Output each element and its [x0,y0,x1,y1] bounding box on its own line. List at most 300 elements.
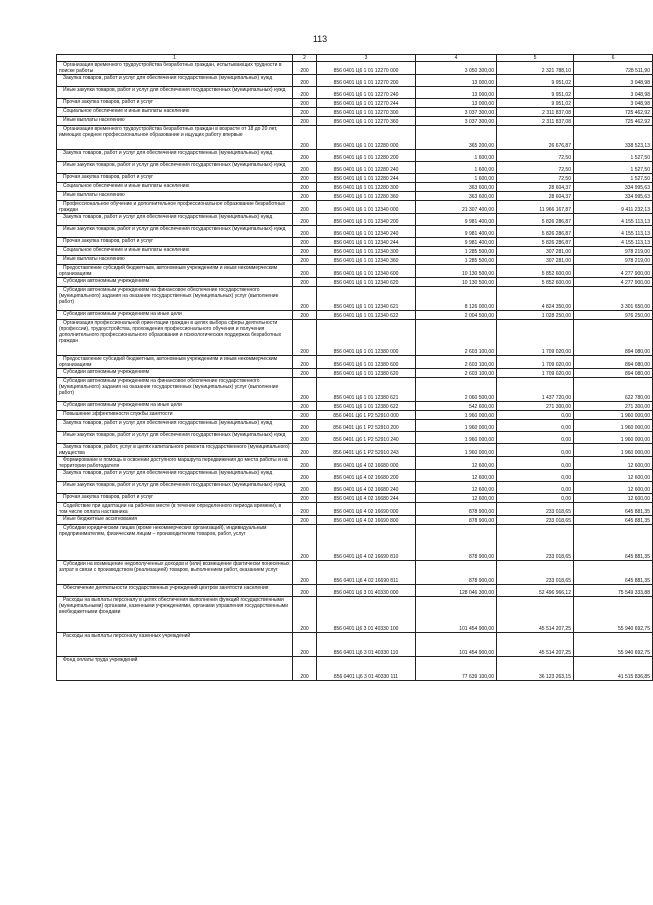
row-approved-cell: 2 603 100,00 [416,320,497,356]
table-row [57,482,653,494]
row-code-cell: 200 [293,378,317,402]
row-executed-cell: 1 709 020,00 [497,320,574,356]
row-executed-cell: 72,50 [497,174,574,183]
table-row [57,278,653,287]
row-name-cell: Иные закупки товаров, работ и услуг для обеспечения государственных (муниципальных) нужд [57,482,293,494]
table-row [57,287,653,311]
row-approved-cell: 2 603 100,00 [416,369,497,378]
row-unexecuted-cell: 12 600,00 [574,494,653,503]
row-unexecuted-cell: 338 523,13 [574,126,653,150]
row-name-cell: Организация временного трудоустройства безработных граждан, испытывающих трудности в поиске работы [57,62,293,75]
row-approved-cell: 363 600,00 [416,183,497,192]
row-executed-cell: 52 496 966,12 [497,585,574,597]
row-code-cell: 200 [293,402,317,411]
table-row [57,402,653,411]
row-name-cell: Субсидии автономным учреждениям на иные цели [57,311,293,320]
row-executed-cell: 233 018,65 [497,525,574,561]
row-unexecuted-cell: 978 219,00 [574,256,653,265]
row-code-cell: 200 [293,503,317,516]
row-executed-cell: 0,00 [497,444,574,457]
row-name-cell: Закупка товаров, работ и услуг для обеспечения государственных (муниципальных) нужд [57,420,293,432]
row-unexecuted-cell: 1 960 000,00 [574,432,653,444]
row-approved-cell: 12 600,00 [416,482,497,494]
row-unexecuted-cell: 12 600,00 [574,482,653,494]
row-approved-cell: 1 285 500,00 [416,256,497,265]
row-unexecuted-cell: 55 940 692,75 [574,597,653,633]
row-name-cell: Содействие при адаптации на рабочем месте (в течение определенного периода времени), в том числе оплата наставника [57,503,293,516]
row-name-cell: Организация временного трудоустройства безработных граждан в возрасте от 18 до 20 лет, имеющих среднее профессиональное образование и ищущих работу впервые [57,126,293,150]
row-classification-cell: 856 0401 Ц6 4 02 16690 811 [317,561,416,585]
budget-execution-table [56,54,653,681]
row-executed-cell: 5 826 286,87 [497,214,574,226]
table-row [57,87,653,99]
row-approved-cell: 1 960 000,00 [416,420,497,432]
row-name-cell: Субсидии автономным учреждениям на иные цели [57,402,293,411]
row-classification-cell: 856 0401 Ц6 4 02 16680 000 [317,457,416,470]
row-executed-cell: 36 123 263,15 [497,657,574,681]
row-executed-cell: 0,00 [497,470,574,482]
row-unexecuted-cell: 1 960 000,00 [574,420,653,432]
row-approved-cell: 21 307 400,00 [416,201,497,214]
row-name-cell: Расходы на выплаты персоналу казенных учреждений [57,633,293,657]
row-code-cell: 200 [293,525,317,561]
row-code-cell: 200 [293,108,317,117]
row-classification-cell: 856 0401 Ц6 1 Р2 52910 000 [317,411,416,420]
row-executed-cell: 26 676,87 [497,126,574,150]
row-code-cell: 200 [293,75,317,87]
row-approved-cell: 9 981 400,00 [416,238,497,247]
row-code-cell: 200 [293,162,317,174]
page-number: 113 [312,34,328,44]
row-classification-cell: 856 0401 Ц6 1 01 12270 200 [317,75,416,87]
table-row [57,265,653,278]
row-executed-cell: 9 951,02 [497,99,574,108]
row-classification-cell: 856 0401 Ц6 4 02 16680 240 [317,482,416,494]
row-approved-cell: 3 050 300,00 [416,62,497,75]
table-row [57,516,653,525]
row-unexecuted-cell: 894 080,00 [574,356,653,369]
row-executed-cell: 0,00 [497,411,574,420]
table-row [57,99,653,108]
row-executed-cell: 2 321 788,10 [497,62,574,75]
table-row [57,201,653,214]
row-executed-cell: 271 300,00 [497,402,574,411]
table-row [57,470,653,482]
table-row [57,320,653,356]
row-name-cell: Иные закупки товаров, работ и услуг для обеспечения государственных (муниципальных) нужд [57,432,293,444]
row-executed-cell: 45 514 207,25 [497,633,574,657]
row-unexecuted-cell: 725 462,92 [574,117,653,126]
table-row [57,117,653,126]
row-approved-cell: 878 900,00 [416,561,497,585]
row-classification-cell: 856 0401 Ц6 1 01 12340 240 [317,226,416,238]
row-name-cell: Прочая закупка товаров, работ и услуг [57,494,293,503]
header-cell-6: 6 [574,55,653,62]
table-row [57,247,653,256]
row-code-cell: 200 [293,256,317,265]
row-approved-cell: 2 060 500,00 [416,378,497,402]
row-code-cell: 200 [293,226,317,238]
row-classification-cell: 856 0401 Ц6 1 01 12270 000 [317,62,416,75]
row-approved-cell: 1 960 000,00 [416,411,497,420]
row-approved-cell: 9 981 400,00 [416,214,497,226]
row-approved-cell: 12 600,00 [416,457,497,470]
row-classification-cell: 856 0401 Ц6 1 01 12340 600 [317,265,416,278]
row-name-cell: Обеспечение деятельности государственных учреждений центров занятости населения [57,585,293,597]
row-executed-cell: 28 604,37 [497,192,574,201]
row-code-cell: 200 [293,247,317,256]
row-approved-cell: 1 600,00 [416,174,497,183]
row-name-cell: Социальное обеспечение и иные выплаты населению [57,183,293,192]
row-classification-cell: 856 0401 Ц6 3 01 40330 111 [317,657,416,681]
row-unexecuted-cell: 75 549 333,88 [574,585,653,597]
row-code-cell: 200 [293,126,317,150]
row-unexecuted-cell: 4 277 900,00 [574,278,653,287]
table-row [57,378,653,402]
row-classification-cell: 856 0401 Ц6 1 01 12280 240 [317,162,416,174]
row-code-cell: 200 [293,150,317,162]
table-row [57,256,653,265]
row-unexecuted-cell: 4 155 113,13 [574,238,653,247]
row-classification-cell: 856 0401 Ц6 1 01 12340 244 [317,238,416,247]
row-code-cell: 200 [293,420,317,432]
row-executed-cell: 307 281,00 [497,256,574,265]
table-row [57,226,653,238]
row-unexecuted-cell: 645 881,35 [574,503,653,516]
table-row [57,525,653,561]
table-row [57,311,653,320]
row-classification-cell: 856 0401 Ц6 1 01 12280 360 [317,192,416,201]
row-classification-cell: 856 0401 Ц6 1 01 12380 000 [317,320,416,356]
row-code-cell: 200 [293,356,317,369]
row-name-cell: Организация профессиональной ориентации граждан в целях выбора сферы деятельности (профессии), трудоустройства, прохождения профессионального обучения и получения дополнительного профессионального образования и психологическая поддержка безработных граждан [57,320,293,356]
row-unexecuted-cell: 978 219,00 [574,247,653,256]
row-executed-cell: 1 709 020,00 [497,369,574,378]
header-cell-5: 5 [497,55,574,62]
row-executed-cell: 0,00 [497,457,574,470]
row-executed-cell: 307 281,00 [497,247,574,256]
row-name-cell: Субсидии автономным учреждениям на финансовое обеспечение государственного (муниципального) задания на оказание государственных (муниципальных) услуг (выполнение работ) [57,378,293,402]
row-code-cell: 200 [293,320,317,356]
row-approved-cell: 1 285 500,00 [416,247,497,256]
row-code-cell: 200 [293,214,317,226]
row-code-cell: 200 [293,470,317,482]
row-classification-cell: 856 0401 Ц6 1 01 12280 200 [317,150,416,162]
row-code-cell: 200 [293,457,317,470]
table-row [57,657,653,681]
row-classification-cell: 856 0401 Ц6 1 01 12340 621 [317,287,416,311]
row-executed-cell: 0,00 [497,494,574,503]
row-executed-cell: 5 852 600,00 [497,278,574,287]
table-row [57,561,653,585]
row-unexecuted-cell: 9 411 232,13 [574,201,653,214]
row-executed-cell: 233 018,65 [497,561,574,585]
row-code-cell: 200 [293,265,317,278]
row-name-cell: Субсидии автономным учреждениям на финансовое обеспечение государственного (муниципального) задания на оказание государственных (муниципальных) услуг (выполнение работ) [57,287,293,311]
row-approved-cell: 10 130 500,00 [416,278,497,287]
row-classification-cell: 856 0401 Ц6 1 01 12270 300 [317,108,416,117]
row-classification-cell: 856 0401 Ц6 1 01 12380 622 [317,402,416,411]
table-row [57,457,653,470]
row-code-cell: 200 [293,311,317,320]
row-code-cell: 200 [293,183,317,192]
row-name-cell: Закупка товаров, работ и услуг для обеспечения государственных (муниципальных) нужд [57,75,293,87]
row-code-cell: 200 [293,238,317,247]
row-unexecuted-cell: 645 881,35 [574,516,653,525]
row-name-cell: Расходы на выплаты персоналу в целях обеспечения выполнения функций государственными (муниципальными) органами, казенными учреждениями, органами управления государственными внебюджетными фондами [57,597,293,633]
row-classification-cell: 856 0401 Ц6 4 02 16690 810 [317,525,416,561]
row-classification-cell: 856 0401 Ц6 1 Р2 52910 243 [317,444,416,457]
table-header-row [57,55,653,62]
row-name-cell: Предоставление субсидий бюджетным, автономным учреждениям и иным некоммерческим организациям [57,356,293,369]
row-name-cell: Иные закупки товаров, работ и услуг для обеспечения государственных (муниципальных) нужд [57,87,293,99]
row-code-cell: 200 [293,494,317,503]
row-approved-cell: 1 600,00 [416,150,497,162]
table-row [57,356,653,369]
row-unexecuted-cell: 725 462,92 [574,108,653,117]
row-code-cell: 200 [293,597,317,633]
header-cell-1: 1 [57,55,293,62]
row-name-cell: Социальное обеспечение и иные выплаты населению [57,108,293,117]
row-executed-cell: 72,50 [497,162,574,174]
row-code-cell: 200 [293,482,317,494]
row-code-cell: 200 [293,516,317,525]
header-cell-3: 3 [317,55,416,62]
row-name-cell: Субсидии юридическим лицам (кроме некоммерческих организаций), индивидуальным предпринимателям, физическим лицам – производителям товаров, работ, услуг [57,525,293,561]
row-unexecuted-cell: 1 527,50 [574,162,653,174]
row-approved-cell: 128 046 300,00 [416,585,497,597]
table-row [57,75,653,87]
row-executed-cell: 28 604,37 [497,183,574,192]
row-classification-cell: 856 0401 Ц6 1 01 12340 300 [317,247,416,256]
row-code-cell: 200 [293,633,317,657]
row-executed-cell: 72,50 [497,150,574,162]
row-name-cell: Повышение эффективности службы занятости [57,411,293,420]
row-approved-cell: 101 454 900,00 [416,633,497,657]
row-name-cell: Закупка товаров, работ и услуг для обеспечения государственных (муниципальных) нужд [57,150,293,162]
row-approved-cell: 10 130 500,00 [416,265,497,278]
table-row [57,432,653,444]
table-row [57,162,653,174]
row-executed-cell: 9 951,02 [497,75,574,87]
row-name-cell: Закупка товаров, работ, услуг в целях капитального ремонта государственного (муниципального) имущества [57,444,293,457]
row-classification-cell: 856 0401 Ц6 4 02 16680 244 [317,494,416,503]
row-classification-cell: 856 0401 Ц6 1 01 12270 360 [317,117,416,126]
row-name-cell: Прочая закупка товаров, работ и услуг [57,174,293,183]
row-classification-cell: 856 0401 Ц6 1 01 12270 244 [317,99,416,108]
row-unexecuted-cell: 4 277 900,00 [574,265,653,278]
row-code-cell: 200 [293,117,317,126]
row-name-cell: Иные выплаты населению [57,256,293,265]
row-approved-cell: 101 454 900,00 [416,597,497,633]
table-row [57,174,653,183]
row-name-cell: Профессиональное обучение и дополнительное профессиональное образование безработных граждан [57,201,293,214]
row-executed-cell: 233 018,65 [497,503,574,516]
row-code-cell: 200 [293,561,317,585]
row-classification-cell: 856 0401 Ц6 4 02 16690 800 [317,516,416,525]
row-classification-cell: 856 0401 Ц6 1 Р2 52910 240 [317,432,416,444]
row-classification-cell: 856 0401 Ц6 1 01 12380 620 [317,369,416,378]
row-classification-cell: 856 0401 Ц6 3 01 40330 110 [317,633,416,657]
header-cell-4: 4 [416,55,497,62]
row-unexecuted-cell: 12 600,00 [574,470,653,482]
row-unexecuted-cell: 622 780,00 [574,378,653,402]
row-classification-cell: 856 0401 Ц6 3 01 40330 100 [317,597,416,633]
row-classification-cell: 856 0401 Ц6 1 01 12340 200 [317,214,416,226]
row-unexecuted-cell: 3 048,98 [574,99,653,108]
row-executed-cell: 4 824 350,00 [497,287,574,311]
row-approved-cell: 878 900,00 [416,503,497,516]
row-unexecuted-cell: 1 527,50 [574,174,653,183]
row-classification-cell: 856 0401 Ц6 1 01 12340 360 [317,256,416,265]
row-unexecuted-cell: 334 995,63 [574,192,653,201]
row-approved-cell: 365 200,00 [416,126,497,150]
row-executed-cell: 1 437 720,00 [497,378,574,402]
row-name-cell: Иные выплаты населению [57,192,293,201]
row-unexecuted-cell: 645 881,35 [574,525,653,561]
row-approved-cell: 542 600,00 [416,402,497,411]
row-approved-cell: 1 960 000,00 [416,444,497,457]
row-classification-cell: 856 0401 Ц6 1 01 12340 622 [317,311,416,320]
row-approved-cell: 1 960 000,00 [416,432,497,444]
row-approved-cell: 878 900,00 [416,516,497,525]
row-approved-cell: 2 004 500,00 [416,311,497,320]
table-row [57,183,653,192]
table-row [57,420,653,432]
row-classification-cell: 856 0401 Ц6 1 01 12340 000 [317,201,416,214]
row-executed-cell: 1 028 250,00 [497,311,574,320]
row-approved-cell: 878 900,00 [416,525,497,561]
row-classification-cell: 856 0401 Ц6 4 02 16680 200 [317,470,416,482]
row-approved-cell: 13 000,00 [416,99,497,108]
table-row [57,192,653,201]
row-classification-cell: 856 0401 Ц6 1 01 12380 600 [317,356,416,369]
row-classification-cell: 856 0401 Ц6 4 02 16690 000 [317,503,416,516]
row-code-cell: 200 [293,369,317,378]
row-executed-cell: 5 826 286,87 [497,226,574,238]
table-row [57,238,653,247]
row-executed-cell: 0,00 [497,420,574,432]
row-classification-cell: 856 0401 Ц6 1 01 12280 244 [317,174,416,183]
row-approved-cell: 3 037 300,00 [416,117,497,126]
table-row [57,126,653,150]
row-approved-cell: 13 000,00 [416,87,497,99]
row-executed-cell: 2 311 837,08 [497,117,574,126]
row-unexecuted-cell: 3 048,98 [574,75,653,87]
row-code-cell: 200 [293,174,317,183]
row-name-cell: Закупка товаров, работ и услуг для обеспечения государственных (муниципальных) нужд [57,470,293,482]
row-unexecuted-cell: 4 155 113,13 [574,226,653,238]
row-approved-cell: 8 126 000,00 [416,287,497,311]
table-row [57,444,653,457]
table-row [57,585,653,597]
row-approved-cell: 13 000,00 [416,75,497,87]
row-unexecuted-cell: 41 515 836,85 [574,657,653,681]
row-name-cell: Субсидии автономным учреждениям [57,278,293,287]
row-classification-cell: 856 0401 Ц6 1 01 12280 000 [317,126,416,150]
table-row [57,633,653,657]
row-executed-cell: 0,00 [497,482,574,494]
row-code-cell: 200 [293,278,317,287]
row-executed-cell: 5 826 286,87 [497,238,574,247]
row-code-cell: 200 [293,201,317,214]
row-unexecuted-cell: 894 080,00 [574,369,653,378]
row-classification-cell: 856 0401 Ц6 1 01 12380 621 [317,378,416,402]
row-classification-cell: 856 0401 Ц6 1 Р2 52910 200 [317,420,416,432]
row-unexecuted-cell: 1 960 000,00 [574,411,653,420]
table-row [57,494,653,503]
row-approved-cell: 77 639 100,00 [416,657,497,681]
row-code-cell: 200 [293,62,317,75]
row-executed-cell: 0,00 [497,432,574,444]
row-code-cell: 200 [293,287,317,311]
row-unexecuted-cell: 728 511,90 [574,62,653,75]
row-classification-cell: 856 0401 Ц6 1 01 12280 300 [317,183,416,192]
row-approved-cell: 363 600,00 [416,192,497,201]
row-unexecuted-cell: 3 301 650,00 [574,287,653,311]
row-approved-cell: 2 603 100,00 [416,356,497,369]
row-classification-cell: 856 0401 Ц6 3 01 40330 000 [317,585,416,597]
row-code-cell: 200 [293,585,317,597]
row-executed-cell: 233 018,65 [497,516,574,525]
row-name-cell: Предоставление субсидий бюджетным, автономным учреждениям и иным некоммерческим организациям [57,265,293,278]
row-executed-cell: 11 966 167,87 [497,201,574,214]
row-unexecuted-cell: 1 527,50 [574,150,653,162]
row-name-cell: Закупка товаров, работ и услуг для обеспечения государственных (муниципальных) нужд [57,214,293,226]
header-cell-2: 2 [293,55,317,62]
table-row [57,503,653,516]
table-row [57,108,653,117]
row-unexecuted-cell: 3 048,98 [574,87,653,99]
row-unexecuted-cell: 894 080,00 [574,320,653,356]
row-unexecuted-cell: 55 940 692,75 [574,633,653,657]
row-unexecuted-cell: 12 600,00 [574,457,653,470]
row-executed-cell: 9 951,02 [497,87,574,99]
row-executed-cell: 2 311 837,08 [497,108,574,117]
row-code-cell: 200 [293,657,317,681]
row-code-cell: 200 [293,192,317,201]
row-unexecuted-cell: 271 300,00 [574,402,653,411]
row-code-cell: 200 [293,411,317,420]
table-row [57,150,653,162]
table-row [57,62,653,75]
row-name-cell: Формирование и помощь в освоении доступного маршрута передвижения до места работы и на территории работодателя [57,457,293,470]
row-name-cell: Иные закупки товаров, работ и услуг для обеспечения государственных (муниципальных) нужд [57,162,293,174]
row-name-cell: Субсидии на возмещение недополученных доходов и (или) возмещение фактически понесенных затрат в связи с производством (реализацией) товаров, выполнением работ, оказанием услуг [57,561,293,585]
row-approved-cell: 3 037 300,00 [416,108,497,117]
table-row [57,411,653,420]
row-executed-cell: 5 852 600,00 [497,265,574,278]
row-name-cell: Фонд оплаты труда учреждений [57,657,293,681]
row-name-cell: Иные закупки товаров, работ и услуг для обеспечения государственных (муниципальных) нужд [57,226,293,238]
row-classification-cell: 856 0401 Ц6 1 01 12270 240 [317,87,416,99]
row-name-cell: Прочая закупка товаров, работ и услуг [57,238,293,247]
row-executed-cell: 1 709 020,00 [497,356,574,369]
table-row [57,369,653,378]
row-approved-cell: 12 600,00 [416,494,497,503]
row-unexecuted-cell: 645 881,35 [574,561,653,585]
row-code-cell: 200 [293,432,317,444]
row-approved-cell: 12 600,00 [416,470,497,482]
row-classification-cell: 856 0401 Ц6 1 01 12340 620 [317,278,416,287]
row-code-cell: 200 [293,99,317,108]
row-name-cell: Иные бюджетные ассигнования [57,516,293,525]
row-name-cell: Иные выплаты населению [57,117,293,126]
row-unexecuted-cell: 1 960 000,00 [574,444,653,457]
row-unexecuted-cell: 976 250,00 [574,311,653,320]
row-approved-cell: 9 981 400,00 [416,226,497,238]
row-unexecuted-cell: 4 155 113,13 [574,214,653,226]
